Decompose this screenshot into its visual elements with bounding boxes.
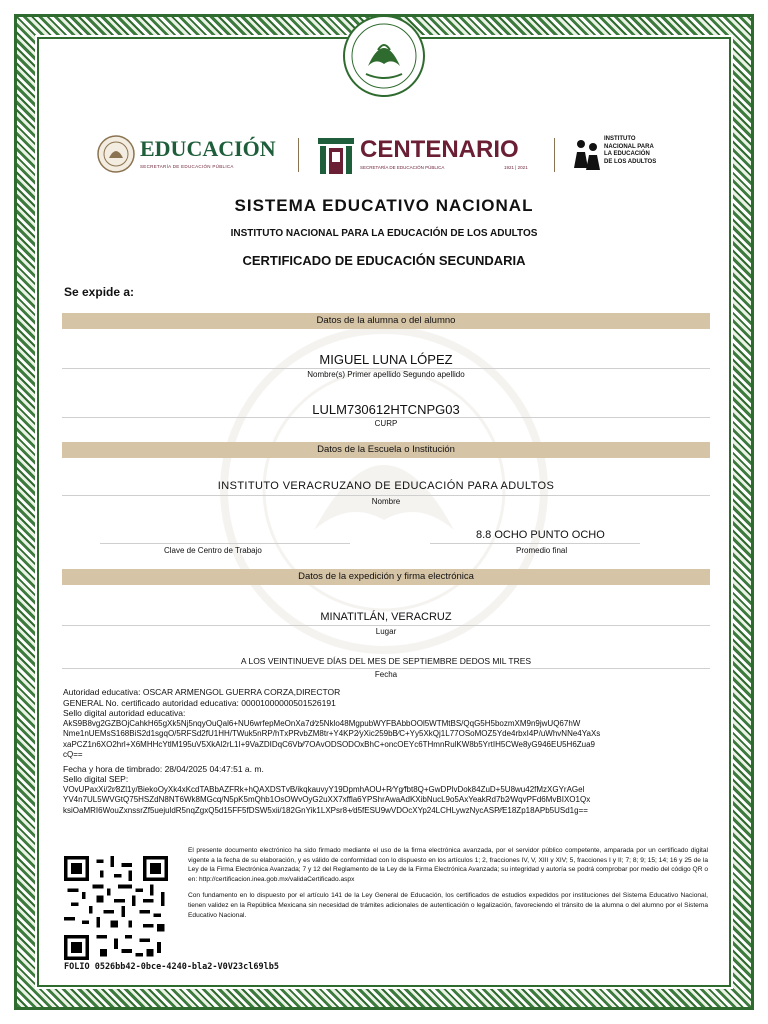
centenario-subtitle: SECRETARÍA DE EDUCACIÓN PÚBLICA [360, 165, 445, 170]
student-section-header: Datos de la alumna o del alumno [62, 313, 710, 329]
sep-seal-line: YV4n7UL5WVGtQ75HSZdN8NT6Wk8MGcq/N5pK5mQhb1OsOWvOyG2uXX7xffla6YPShrAwaAdKXibNucL9o5AxYeakRd7b2⁄WqvPFd6MvBIXO1Qx [63, 795, 591, 804]
authority-seal-line: AkS9B8vg2GZBOjCahkH65gXk5Nj5nqyOuQal6+NU6wrfepMeOnXa7d⁄z5Nklo48MgpubWYFBAbbOOl5WTMtBS/QqG5H5bozmXM9n9jwUQ67hW [63, 718, 581, 728]
national-emblem-icon [338, 10, 430, 102]
issuance-place: MINATITLÁN, VERACRUZ [320, 611, 452, 623]
institute-title: INSTITUTO NACIONAL PARA LA EDUCACIÓN DE LOS ADULTOS [230, 228, 538, 239]
legal-paragraph: Con fundamento en lo dispuesto por el artículo 141 de la Ley General de Educación, los certificados de estudios expedidos por instituciones del Sistema Educativo Nacional, tienen validez en la República Mexicana sin necesidad de trámites adicionales de autenticación o legalización, favoreciendo el tránsito de la alumna o del alumno por el Sistema Educativo Nacional. [188, 892, 708, 919]
authority-seal-line: Nme1nUEMsS168BiS2d1sgqO/5RFSd2fU1HH/TWuk5nRP/hTxPRvbZM8tr+Y4KP2⁄yXic259bB⁄C+Yy5XkQj1L77OSoMOZ5Yde4rbxI4P/uWhvNNe4YaXs [63, 729, 601, 738]
seal-label: Sello digital autoridad educativa: [63, 708, 186, 718]
sep-seal-label: Sello digital SEP: [63, 774, 129, 784]
centenario-building-icon [316, 134, 356, 178]
authority-line: Autoridad educativa: OSCAR ARMENGOL GUERRA CORZA,DIRECTOR [63, 687, 341, 697]
divider [100, 543, 350, 544]
authority-seal-line: xaPCZ1n6XO2hrl+X6MHHcYtlM195uV5XkAl2rL1I+9VaZDIDqC6Vb⁄⁄7OAvODSODOxBhC+oncOEYc6THmnRulKW8b5YrtIH5CWe8yG946EU5H6Zua9 [63, 739, 596, 749]
grade-caption: Promedio final [516, 546, 568, 555]
inea-people-icon [572, 138, 602, 172]
educacion-wordmark: EDUCACIÓN [140, 136, 276, 161]
sep-seal-line: ksiOaMRI6WouZxnssrZf5uejuldR5nqZgxQ5d15FF5fDSW5xii/182GnYik1LXPsr8+⁄d5fESU9wVDOcXYp24LCHLywzNycASP⁄⁄E18Zp18APb5USd1g== [63, 805, 588, 815]
date-caption: Fecha [374, 670, 398, 679]
centenario-wordmark: CENTENARIO [360, 136, 519, 163]
divider [62, 668, 710, 669]
folio-number: FOLIO 0526bb42-0bce-4240-bla2-V0V23cl69lb5 [64, 962, 279, 972]
place-caption: Lugar [375, 627, 397, 636]
student-curp: LULM730612HTCNPG03 [312, 402, 460, 417]
authority-seal-line: cQ== [63, 750, 83, 759]
final-grade: 8.8 OCHO PUNTO OCHO [476, 529, 605, 541]
system-title: SISTEMA EDUCATIVO NACIONAL [234, 196, 534, 215]
student-name-caption: Nombre(s) Primer apellido Segundo apellido [307, 370, 465, 379]
school-section-header: Datos de la Escuela o Institución [62, 442, 710, 458]
educacion-subtitle: SECRETARÍA DE EDUCACIÓN PÚBLICA [140, 164, 234, 169]
certificate-number: GENERAL No. certificado autoridad educativa: 00001000000501526191 [63, 697, 336, 708]
qr-code-icon[interactable] [64, 856, 168, 960]
logo-divider [298, 138, 299, 172]
issued-to-label: Se expide a: [64, 285, 135, 299]
centenario-years: 1921 | 2021 [504, 165, 528, 170]
legal-notice [188, 846, 708, 920]
issuance-date: A LOS VEINTINUEVE DÍAS DEL MES DE SEPTIEMBRE DEDOS MIL TRES [240, 656, 532, 666]
divider [62, 417, 710, 418]
certificate-title: CERTIFICADO DE EDUCACIÓN SECUNDARIA [242, 253, 526, 268]
cct-caption: Clave de Centro de Trabajo [164, 546, 262, 555]
divider [62, 495, 710, 496]
signature-block [63, 687, 713, 816]
school-name: INSTITUTO VERACRUZANO DE EDUCACIÓN PARA ADULTOS [217, 480, 555, 492]
issuance-section-header: Datos de la expedición y firma electrónica [62, 569, 710, 585]
student-name: MIGUEL LUNA LÓPEZ [319, 352, 453, 367]
stamp-time: Fecha y hora de timbrado: 28/04/2025 04:47:51 a. m. [63, 763, 264, 774]
school-name-caption: Nombre [371, 497, 401, 506]
divider [62, 368, 710, 369]
curp-caption: CURP [374, 419, 398, 428]
logo-row [96, 132, 676, 182]
divider [430, 543, 640, 544]
logo-divider [554, 138, 555, 172]
sep-seal-icon [96, 134, 136, 174]
divider [62, 625, 710, 626]
inea-wordmark: INSTITUTO NACIONAL PARA LA EDUCACIÓN DE LOS ADULTOS [604, 136, 657, 165]
sep-seal-line: VOvUPaxXi/2r⁄8Zl1y/BiekoOyXk4xKcdTABbAZFRk+hQAXDSTvB/ikqkauvyY19DpmhAOU+R⁄Yg⁄fbt8Q+GwDPlvDok84ZuD+5U8wu42fMzXGYrAGel [63, 784, 585, 794]
legal-paragraph: El presente documento electrónico ha sido firmado mediante el uso de la firma electrónica avanzada, por el servidor público competente, amparada por un certificado digital vigente a la fecha de su elaboración, y es válido de conformidad con lo dispuesto en los artículos 1; 2, fracciones IV, V, XIII y XIV; 5, fracciones I y II; 7; 8; 9; 15; 14; 16 y 25 de la Ley de la Firma Electrónica Avanzada; 7 y 12 del Reglamento de la Ley de la Firma Electrónica Avanzada; su integridad y autoría se podrá comprobar por medio del código QR o en: http://certificacion.inea.gob.mx/validaCertificado.aspx [188, 847, 708, 883]
